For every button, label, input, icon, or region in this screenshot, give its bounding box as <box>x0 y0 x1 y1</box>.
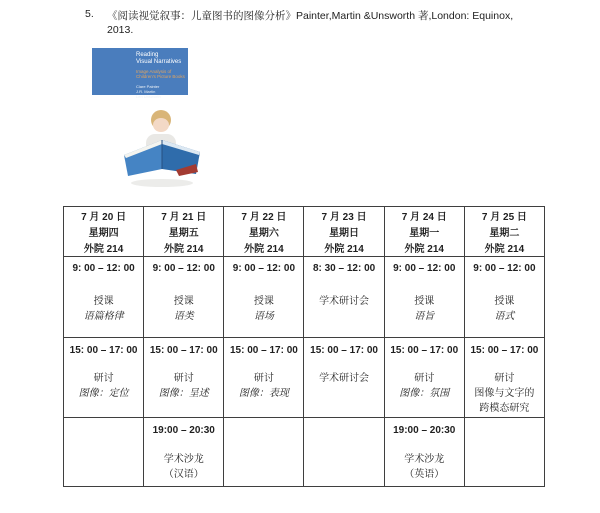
day3-evening-activity <box>224 452 303 467</box>
day5-morning-activity: 授课 <box>414 296 435 307</box>
book-cover-thumbnail <box>92 48 188 99</box>
day1-morning-topic: 语篇格律 <box>83 311 124 322</box>
day3-evening-time <box>224 423 303 438</box>
day6-weekday: 星期二 <box>489 228 520 239</box>
day6-afternoon-time: 15: 00 – 17: 00 <box>470 345 539 356</box>
book-subtitle-line2: Children's Picture Books <box>136 74 185 79</box>
cell-day4-evening <box>304 418 384 487</box>
book-subtitle-line1: Image Analysis of <box>136 69 172 74</box>
day4-morning-activity: 学术研讨会 <box>319 296 370 307</box>
day2-evening-time: 19:00 – 20:30 <box>152 425 215 436</box>
day2-room: 外院 214 <box>164 244 204 255</box>
day4-evening-activity <box>304 452 383 467</box>
day2-afternoon-time: 15: 00 – 17: 00 <box>149 345 218 356</box>
day3-afternoon-time: 15: 00 – 17: 00 <box>229 345 298 356</box>
day2-afternoon-activity: 研讨 <box>173 373 194 384</box>
day1-afternoon-time: 15: 00 – 17: 00 <box>69 345 138 356</box>
day4-evening-topic <box>304 467 383 482</box>
cell-day1-morning <box>64 257 144 338</box>
day3-evening-topic <box>224 467 303 482</box>
day1-room: 外院 214 <box>83 244 124 255</box>
day5-afternoon-time: 15: 00 – 17: 00 <box>390 345 459 356</box>
day6-afternoon-topic: 图像与文字的 <box>474 388 535 399</box>
day1-date: 7 月 20 日 <box>81 212 127 223</box>
day1-evening-time <box>64 423 143 438</box>
day5-afternoon-activity: 研讨 <box>414 373 435 384</box>
day3-morning-topic: 语场 <box>253 311 274 322</box>
toddler-reading-photo <box>116 107 208 189</box>
day2-afternoon-topic2 <box>144 401 223 416</box>
cell-day1-afternoon <box>64 338 144 418</box>
cell-day5-morning <box>385 257 465 338</box>
day2-morning-activity: 授课 <box>173 296 194 307</box>
day5-date: 7 月 24 日 <box>401 212 447 223</box>
cell-day3-evening <box>224 418 304 487</box>
day3-room: 外院 214 <box>244 244 284 255</box>
book-author-2: J.R. Martin <box>136 89 156 94</box>
day6-afternoon-topic2: 跨模态研究 <box>479 403 530 414</box>
reference-citation-line1: 《阅读视觉叙事：儿童图书的图像分析》Painter,Martin &Unsworth 著,London: Equinox, <box>107 10 514 22</box>
day5-morning-time: 9: 00 – 12: 00 <box>393 263 456 274</box>
cell-day5-evening <box>385 418 465 487</box>
day6-morning-time: 9: 00 – 12: 00 <box>473 263 536 274</box>
day1-morning-activity: 授课 <box>93 296 114 307</box>
day6-morning-activity: 授课 <box>494 296 515 307</box>
day2-evening-activity: 学术沙龙 <box>163 454 204 465</box>
cell-day2-afternoon <box>144 338 224 418</box>
day2-morning-topic: 语类 <box>173 311 194 322</box>
day3-afternoon-topic: 图像：表现 <box>238 388 289 399</box>
book-title-line1: Reading <box>136 52 159 58</box>
day5-evening-activity: 学术沙龙 <box>404 454 445 465</box>
cell-day1-header <box>64 207 144 257</box>
book-cover-text <box>136 52 185 99</box>
cell-day6-afternoon <box>465 338 545 418</box>
book-author-3: Len Unsworth <box>136 94 161 99</box>
day4-afternoon-activity: 学术研讨会 <box>319 373 370 384</box>
day2-afternoon-topic: 图像：呈述 <box>158 388 209 399</box>
book-author-1: Clare Painter <box>136 84 160 89</box>
day1-evening-activity <box>64 452 143 467</box>
day5-room: 外院 214 <box>404 244 444 255</box>
cell-day2-morning <box>144 257 224 338</box>
cell-day5-afternoon <box>385 338 465 418</box>
day3-morning-activity: 授课 <box>253 296 274 307</box>
cell-day3-morning <box>224 257 304 338</box>
day1-evening-topic <box>64 467 143 482</box>
day6-room: 外院 214 <box>484 244 525 255</box>
day5-weekday: 星期一 <box>409 228 440 239</box>
day1-weekday: 星期四 <box>88 228 119 239</box>
cell-day4-afternoon <box>304 338 384 418</box>
day4-weekday: 星期日 <box>329 228 360 239</box>
day1-afternoon-topic2 <box>64 401 143 416</box>
reference-citation-line2: 2013. <box>107 24 134 36</box>
book-title-line2: Visual Narratives <box>136 59 182 65</box>
day4-room: 外院 214 <box>324 244 364 255</box>
cell-day2-evening <box>144 418 224 487</box>
cell-day6-evening <box>465 418 545 487</box>
day5-morning-topic: 语旨 <box>414 311 435 322</box>
day4-afternoon-topic <box>304 386 383 401</box>
day6-date: 7 月 25 日 <box>481 212 527 223</box>
day6-evening-activity <box>465 452 544 467</box>
day4-morning-time: 8: 30 – 12: 00 <box>312 263 376 274</box>
day2-weekday: 星期五 <box>168 228 199 239</box>
day4-morning-topic <box>304 309 383 324</box>
cell-day1-evening <box>64 418 144 487</box>
list-item-number: 5. <box>85 8 94 20</box>
day4-afternoon-time: 15: 00 – 17: 00 <box>310 345 378 356</box>
schedule-table <box>63 206 545 487</box>
day2-morning-time: 9: 00 – 12: 00 <box>152 263 215 274</box>
day3-afternoon-topic2 <box>224 401 303 416</box>
day3-afternoon-activity: 研讨 <box>253 373 274 384</box>
day2-evening-topic: （汉语） <box>163 469 204 480</box>
day5-afternoon-topic: 图像：氛围 <box>399 388 450 399</box>
day5-evening-time: 19:00 – 20:30 <box>393 425 456 436</box>
cell-day4-header <box>304 207 384 257</box>
cell-day6-morning <box>465 257 545 338</box>
day1-morning-time: 9: 00 – 12: 00 <box>72 263 135 274</box>
day3-morning-time: 9: 00 – 12: 00 <box>232 263 296 274</box>
day3-weekday: 星期六 <box>248 228 279 239</box>
day5-evening-topic: （英语） <box>404 469 445 480</box>
day1-afternoon-activity: 研讨 <box>93 373 114 384</box>
day2-date: 7 月 21 日 <box>161 212 207 223</box>
cell-day5-header <box>385 207 465 257</box>
day3-date: 7 月 22 日 <box>241 212 287 223</box>
cell-day3-header <box>224 207 304 257</box>
day6-afternoon-activity: 研讨 <box>494 373 515 384</box>
day6-evening-time <box>465 423 544 438</box>
day6-evening-topic <box>465 467 544 482</box>
cell-day3-afternoon <box>224 338 304 418</box>
cell-day4-morning <box>304 257 384 338</box>
day1-afternoon-topic: 图像：定位 <box>78 388 129 399</box>
day4-date: 7 月 23 日 <box>321 212 367 223</box>
day6-morning-topic: 语式 <box>494 311 515 322</box>
cell-day6-header <box>465 207 545 257</box>
cell-day2-header <box>144 207 224 257</box>
day5-afternoon-topic2 <box>385 401 464 416</box>
day4-evening-time <box>304 423 383 438</box>
day4-afternoon-topic2 <box>304 401 383 416</box>
